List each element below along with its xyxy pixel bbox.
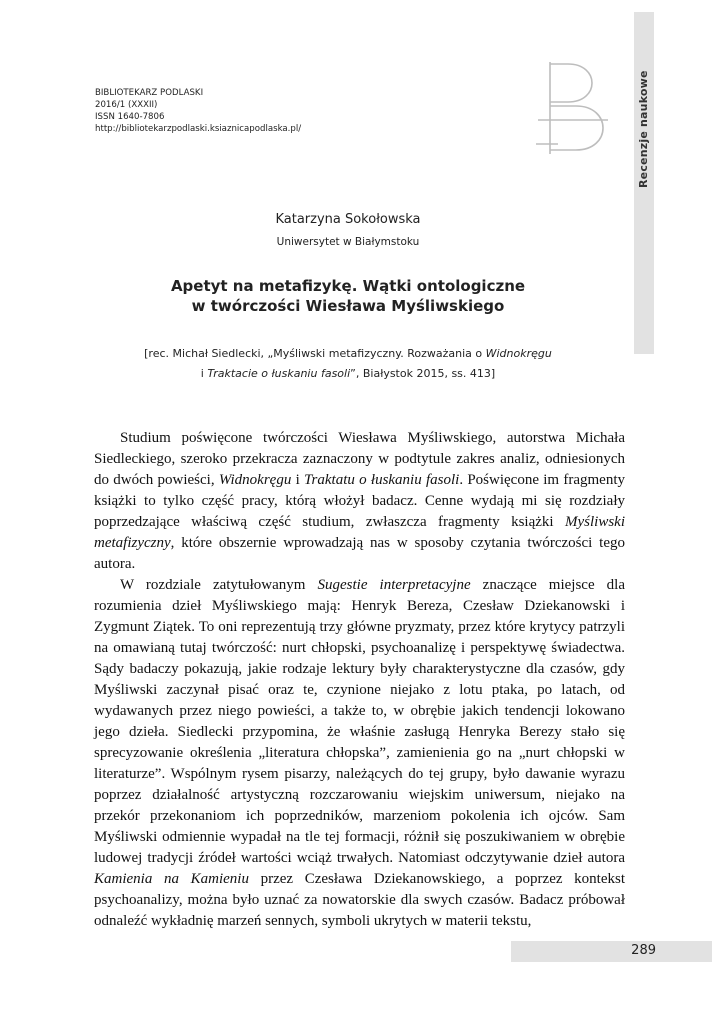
section-label: Recenzje naukowe — [637, 70, 650, 188]
body-text: . Poświęcone im fragmenty książki to tylko część pracy, którą włożył badacz. Cenne wydają mi się rozdziały poprzedzające właściwą część studium, zwłaszcza fragmenty książki — [94, 472, 625, 530]
review-citation — [0, 344, 704, 384]
journal-metadata — [95, 87, 301, 135]
paragraph-1 — [94, 428, 625, 575]
page-number-bar — [511, 941, 712, 962]
article-body — [94, 428, 625, 932]
review-text: [rec. Michał Siedlecki, „Myśliwski metafizyczny. Rozważania o — [144, 347, 486, 360]
author-affiliation: Uniwersytet w Białymstoku — [276, 236, 420, 248]
review-line-1 — [0, 344, 704, 364]
body-text: Studium poświęcone twórczości Wiesława Myśliwskiego, autorstwa Michała Siedleckiego, szeroko przekracza zaznaczony w podtytule zakres analiz, odniesionych do dwóch powieści, — [94, 430, 625, 488]
journal-url[interactable]: http://bibliotekarzpodlaski.ksiaznicapodlaska.pl/ — [95, 124, 302, 134]
body-text: , które obszernie wprowadzają nas w sposoby czytania twórczości tego autora. — [94, 535, 625, 572]
chapter-title: Sugestie interpretacyjne — [317, 577, 471, 593]
page-number: 289 — [631, 943, 656, 958]
review-text: ”, Białystok 2015, ss. 413] — [350, 367, 496, 380]
book-title: Myśliwski metafizyczny — [94, 514, 625, 551]
journal-issn: ISSN 1640-7806 — [95, 112, 165, 122]
book-title: Traktatu o łuskaniu fasoli — [304, 472, 460, 488]
article-title — [0, 276, 704, 316]
body-text: znaczące miejsce dla rozumienia dzieł Myśliwskiego mają: Henryk Bereza, Czesław Dziekanowski i Zygmunt Ziątek. To oni reprezentują trzy główne pryzmaty, przez które krytycy patrzyli na omawianą tutaj twórczość: nurt chłopski, psychoanalizę i perspektywę świadectwa. Sądy badaczy pokazują, jakie rodzaje lektury były charakterystyczne dla czasów, gdy Myśliwski zaczynał pisać oraz te, czynione niejako z lotu ptaka, po latach, od wydawanych przez niego powieści, a także to, w obrębie jakich tendencji lokowano jego dzieła. Siedlecki przypomina, że właśnie zasługą Henryka Berezy stało się sprecyzowanie określenia „literatura chłopska”, zamienienia go na „nurt chłopski w literaturze”. Wspólnym rysem pisarzy, należących do tej grupy, było dawanie wyrazu poprzez działalność artystyczną rozczarowaniu wiejskim uniwersum, niejako na przekór przekonaniom ich poprzedników, marzeniom pokolenia ich ojców. Sam Myśliwski odmiennie wypadał na tle tej formacji, różnił się poszukiwaniem w obrębie ludowej tradycji źródeł wartości wciąż trwałych. Natomiast odczytywanie dzieł autora — [94, 577, 625, 866]
paragraph-2 — [94, 575, 625, 932]
body-text: przez Czesława Dziekanowskiego, a poprzez kontekst psychoanalizy, można było uznać za nowatorskie dla swych czasów. Badacz próbował odnaleźć wykładnię marzeń sennych, symboli ukrytych w materii tekstu, — [94, 871, 625, 929]
journal-issue: 2016/1 (XXXII) — [95, 100, 158, 110]
title-line-2: w twórczości Wiesława Myśliwskiego — [191, 297, 505, 315]
book-title: Widnokręgu — [218, 472, 292, 488]
body-text: i — [291, 472, 305, 488]
review-text: i — [200, 367, 208, 380]
journal-name: BIBLIOTEKARZ PODLASKI — [95, 88, 204, 98]
title-line-1: Apetyt na metafizykę. Wątki ontologiczne — [170, 277, 526, 295]
review-book-title: Traktacie o łuskaniu fasoli — [207, 367, 351, 380]
review-book-title: Widnokręgu — [485, 347, 552, 360]
author-name: Katarzyna Sokołowska — [275, 212, 421, 227]
review-line-2 — [0, 364, 704, 384]
book-title: Kamienia na Kamieniu — [94, 871, 249, 887]
body-text: W rozdziale zatytułowanym — [120, 577, 318, 593]
bp-monogram-logo-icon — [528, 58, 618, 158]
